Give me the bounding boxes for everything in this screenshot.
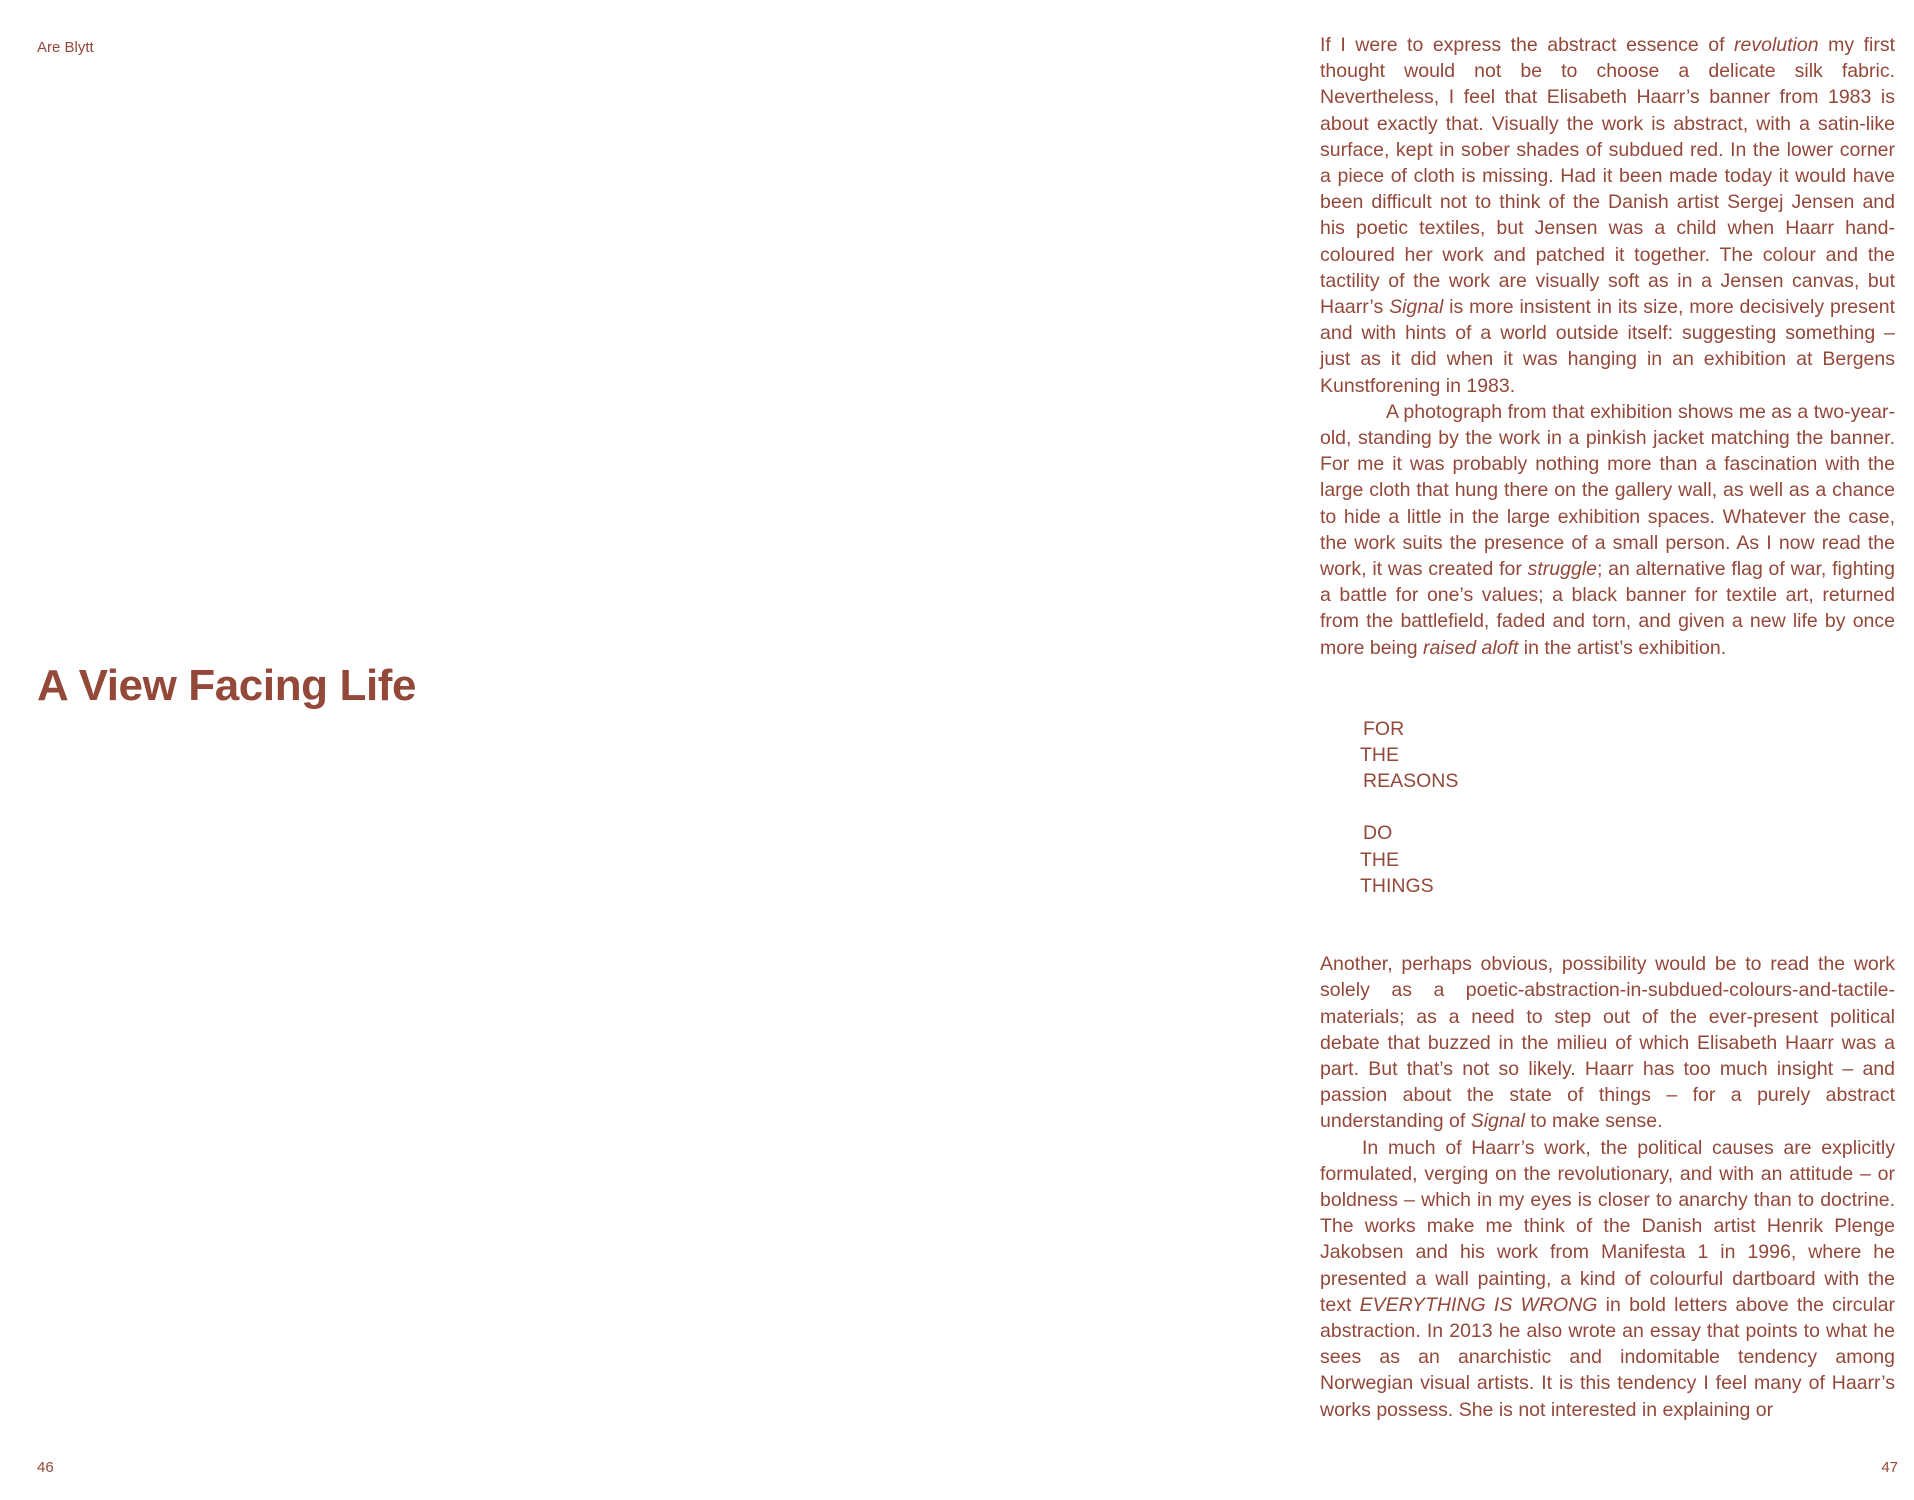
text-run: Another, perhaps obvious, possibility would be to read the work solely as a poetic-abstraction-in-subdued-colours-and-tactile-materials; as a need to step out of the ever-present political debate that buzzed in the milieu of which Elisabeth Haarr was a part. But that’s not so likely. Haarr has too much insight – and passion about the state of things – for a purely abstract understanding of (1320, 953, 1895, 1133)
verse-line: FOR (1363, 717, 1405, 740)
italic-text: revolution (1734, 34, 1819, 56)
page-number-left: 46 (37, 1459, 54, 1476)
chapter-title: A View Facing Life (37, 661, 417, 710)
paragraph-2 (1320, 399, 1895, 661)
italic-text: EVERYTHING IS WRONG (1359, 1293, 1598, 1316)
text-run: A photograph from that exhibition shows me as a two-year-old, standing by the work in a pinkish jacket matching the banner. For me it was probably nothing more than a fascination with the large cloth that hung there on the gallery wall, as well as a chance to hide a little in the large exhibition spaces. Whatever the case, the work suits the presence of a small person. As I now read the work, it was created for (1320, 400, 1895, 581)
verse-stanza (1360, 820, 1895, 899)
text-run: If I were to express the abstract essence of (1320, 34, 1735, 56)
running-head-author: Are Blytt (37, 39, 94, 56)
text-run: ; an alternative flag of war, fighting a battle for one’s values; a black banner for textile art, returned from the battlefield, faded and torn, and given a new life by once more being (1320, 558, 1895, 659)
italic-text: Signal (1389, 296, 1444, 319)
verse-line: THE (1360, 744, 1399, 767)
body-section-2 (1320, 951, 1895, 1423)
text-run: is more insistent in its size, more decisively present and with hints of a world outside itself: suggesting something – just as it did when it was hanging in an exhibition at Bergens Kunstforening in 1983. (1320, 296, 1895, 397)
italic-text: Signal (1470, 1110, 1525, 1133)
text-run: to make sense. (1524, 1110, 1663, 1133)
text-run: in the artist’s exhibition. (1518, 636, 1727, 659)
paragraph-1 (1320, 32, 1895, 399)
verse-line: THE (1360, 848, 1399, 871)
verse-stanza (1360, 716, 1895, 795)
text-run: In much of Haarr’s work, the political causes are explicitly formulated, verging on the revolutionary, and with an attitude – or boldness – which in my eyes is closer to anarchy than to doctrine. The works make me think of the Danish artist Henrik Plenge Jakobsen and his work from Manifesta 1 in 1996, where he presented a wall painting, a kind of colourful dartboard with the text (1320, 1136, 1895, 1316)
text-run: my first thought would not be to choose a delicate silk fabric. Nevertheless, I feel that Elisabeth Haarr’s banner from 1983 is about exactly that. Visually the work is abstract, with a satin-like surface, kept in sober shades of subdued red. In the lower corner a piece of cloth is missing. Had it been made today it would have been difficult not to think of the Danish artist Sergej Jensen and his poetic textiles, but Jensen was a child when Haarr hand-coloured her work and patched it together. The colour and the tactility of the work are visually soft as in a Jensen canvas, but Haarr’s (1320, 34, 1896, 319)
body-text-column (1320, 32, 1895, 1423)
italic-text: struggle (1527, 558, 1597, 581)
italic-text: raised aloft (1422, 636, 1519, 659)
text-run: in bold letters above the circular abstraction. In 2013 he also wrote an essay that points to what he sees as an anarchistic and indomitable tendency among Norwegian visual artists. It is this tendency I feel many of Haarr’s works possess. She is not interested in explaining or (1320, 1293, 1895, 1421)
verse-line: THINGS (1360, 874, 1434, 897)
page-number-right: 47 (1881, 1459, 1898, 1476)
verse-line: DO (1363, 822, 1393, 845)
paragraph-3 (1320, 951, 1895, 1134)
verse-line: REASONS (1363, 770, 1459, 793)
paragraph-4 (1320, 1135, 1895, 1423)
quoted-verse (1360, 716, 1895, 899)
